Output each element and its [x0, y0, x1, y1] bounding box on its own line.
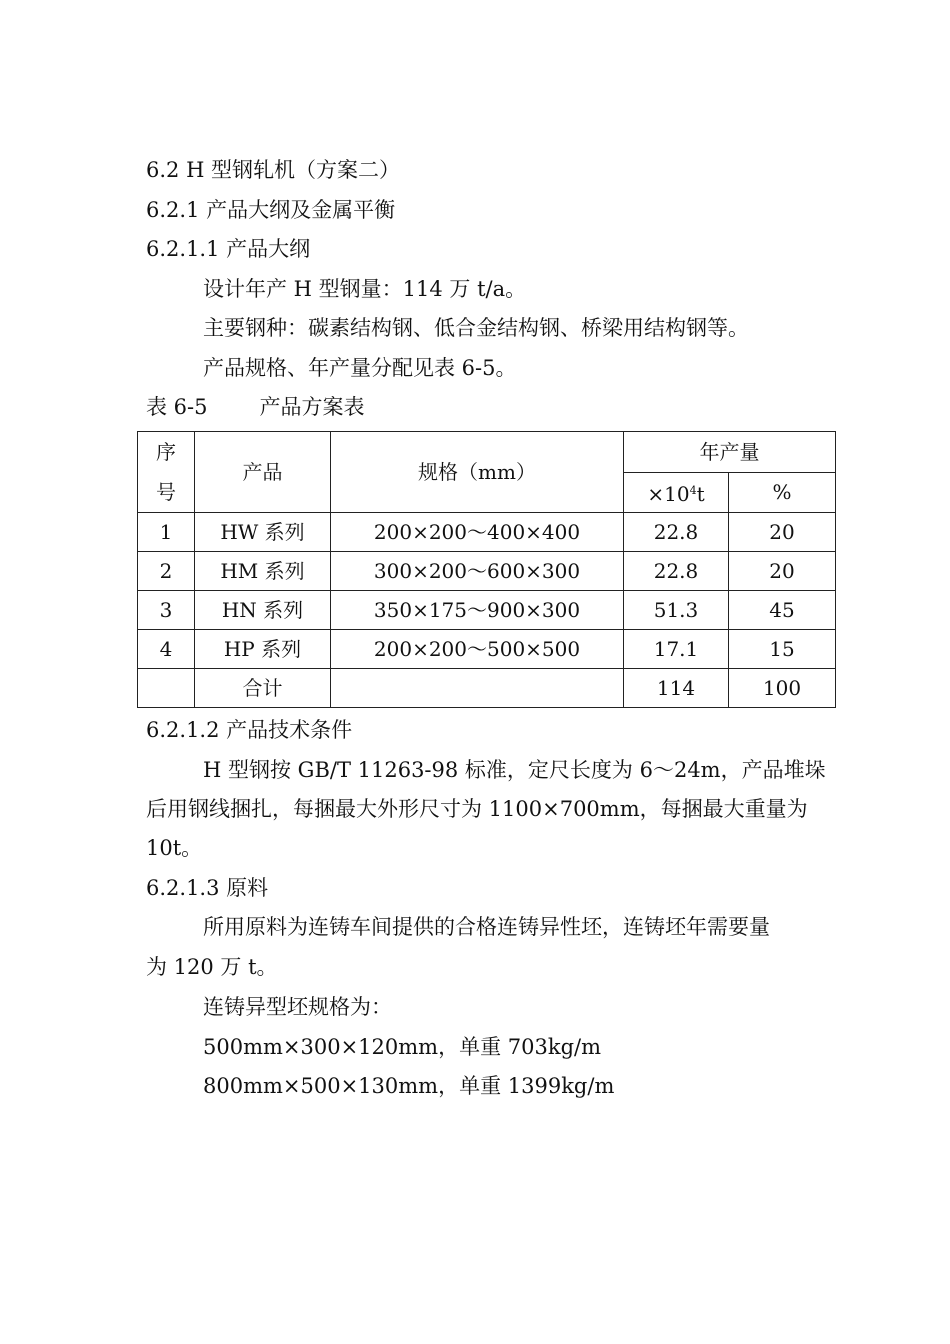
raw-heading: 6.2.1.3 原料 — [146, 876, 269, 900]
raw-spec-2: 800mm×500×130mm，单重 1399kg/m — [203, 1074, 615, 1098]
cell-amount: 22.8 — [624, 552, 729, 591]
paragraph-steel-grades: 主要钢种：碳素结构钢、低合金结构钢、桥梁用结构钢等。 — [203, 316, 749, 340]
header-product: 产品 — [195, 432, 331, 513]
table-total-row — [138, 669, 836, 708]
cell-product: HW 系列 — [195, 513, 331, 552]
cell-seq: 4 — [138, 630, 195, 669]
table-row — [138, 591, 836, 630]
cell-product: HP 系列 — [195, 630, 331, 669]
table-caption — [146, 394, 365, 420]
table-title: 产品方案表 — [259, 395, 365, 419]
cell-spec: 200×200～500×500 — [331, 630, 624, 669]
cell-amount: 51.3 — [624, 591, 729, 630]
raw-line-2: 为 120 万 t。 — [146, 955, 278, 979]
cell-total-label: 合计 — [195, 669, 331, 708]
cell-percent: 45 — [729, 591, 836, 630]
table-row — [138, 552, 836, 591]
header-unit — [624, 472, 729, 513]
cell-seq: 2 — [138, 552, 195, 591]
cell-total-amount: 114 — [624, 669, 729, 708]
cell-percent: 20 — [729, 513, 836, 552]
table-row — [138, 513, 836, 552]
cell-total-percent: 100 — [729, 669, 836, 708]
cell-amount: 17.1 — [624, 630, 729, 669]
cell-spec: 200×200～400×400 — [331, 513, 624, 552]
cell-spec-empty — [331, 669, 624, 708]
cell-spec: 350×175～900×300 — [331, 591, 624, 630]
cell-seq-empty — [138, 669, 195, 708]
table-number: 表 6-5 — [146, 395, 208, 419]
section-heading: 6.2 H 型钢轧机（方案二） — [146, 158, 401, 182]
cell-product: HM 系列 — [195, 552, 331, 591]
cell-percent: 15 — [729, 630, 836, 669]
unit-suffix: t — [696, 481, 705, 506]
raw-line-1: 所用原料为连铸车间提供的合格连铸异性坯，连铸坯年需要量 — [203, 915, 770, 939]
subsubsection-heading: 6.2.1.1 产品大纲 — [146, 237, 311, 261]
cell-spec: 300×200～600×300 — [331, 552, 624, 591]
unit-power: 4 — [689, 483, 697, 497]
cell-seq: 3 — [138, 591, 195, 630]
header-spec: 规格（mm） — [331, 432, 624, 513]
header-seq: 序号 — [138, 432, 195, 513]
unit-prefix: ×10 — [647, 481, 690, 506]
raw-line-3: 连铸异型坯规格为： — [203, 995, 392, 1019]
header-percent: % — [729, 472, 836, 513]
tech-line-3: 10t。 — [146, 836, 203, 860]
cell-amount: 22.8 — [624, 513, 729, 552]
header-output: 年产量 — [624, 432, 836, 473]
paragraph-table-ref: 产品规格、年产量分配见表 6-5。 — [203, 356, 517, 380]
tech-line-1: H 型钢按 GB/T 11263-98 标准，定尺长度为 6～24m，产品堆垛 — [203, 758, 826, 782]
raw-spec-1: 500mm×300×120mm，单重 703kg/m — [203, 1035, 602, 1059]
tech-line-2: 后用钢线捆扎，每捆最大外形尺寸为 1100×700mm，每捆最大重量为 — [146, 797, 808, 821]
product-plan-table — [137, 431, 836, 708]
table-row — [138, 630, 836, 669]
paragraph-capacity: 设计年产 H 型钢量：114 万 t/a。 — [203, 277, 527, 301]
cell-seq: 1 — [138, 513, 195, 552]
cell-percent: 20 — [729, 552, 836, 591]
tech-heading: 6.2.1.2 产品技术条件 — [146, 718, 353, 742]
subsection-heading: 6.2.1 产品大纲及金属平衡 — [146, 198, 396, 222]
cell-product: HN 系列 — [195, 591, 331, 630]
